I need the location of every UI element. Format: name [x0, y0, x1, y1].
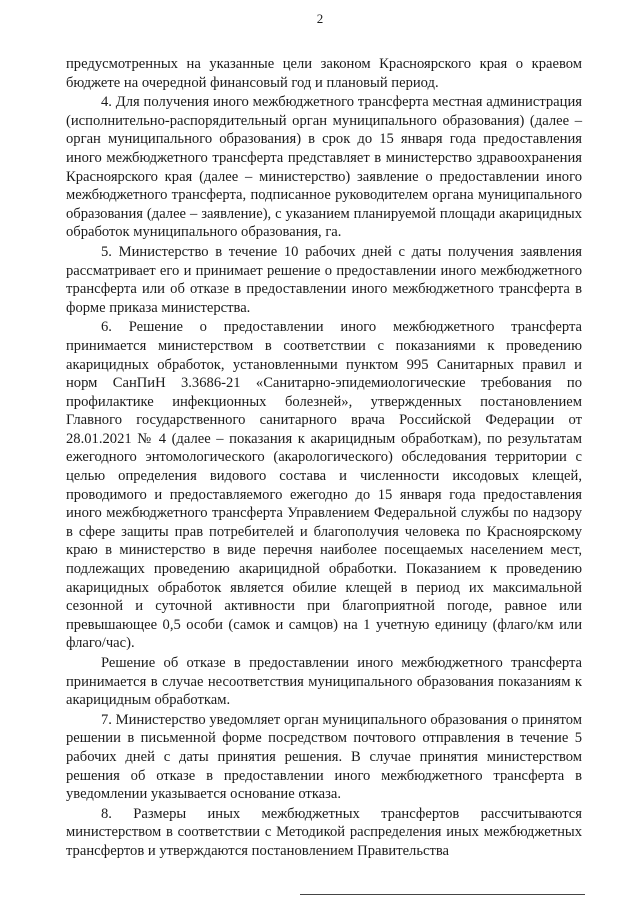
paragraph-6: 6. Решение о предоставлении иного межбюджетного трансферта принимается министерством в соответствии с показаниями к проведению акарицидных обработок, установленными пунктом 995 Санитарных правил и норм СанПиН 3.3686-21 «Санитарно-эпидемиологические требования по профилактике инфекционных болезней», утвержденных постановлением Главного государственного санитарного врача Российской Федерации от 28.01.2021 № 4 (далее – показания к акарицидным обработкам), по результатам ежегодного энтомологического (акарологического) обследования территории с целью определения видового состава и численности иксодовых клещей, проводимого и предоставляемого ежегодно до 15 января года предоставления иного межбюджетного трансферта Управлением Федеральной службы по надзору в сфере защиты прав потребителей и благополучия человека по Красноярскому краю в министерство в виде перечня наиболее посещаемых населением мест, подлежащих проведению акарицидной обработки. Показанием к проведению акарицидных обработок является обилие клещей в период их максимальной сезонной и суточной активности при благоприятной погоде, равное или превышающее 0,5 особи (самок и самцов) на 1 учетную единицу (флаго/км или флаго/час). — [66, 319, 582, 652]
paragraph-4: 4. Для получения иного межбюджетного трансферта местная администрация (исполнительно-распорядительный орган муниципального образования) (далее – орган муниципального образования) в срок до 15 января года предоставления иного межбюджетного трансферта представляет в министерство здравоохранения Красноярского края (далее – министерство) заявление о предоставлении иного межбюджетного трансферта, подписанное руководителем органа муниципального образования (далее – заявление), с указанием планируемой площади акарицидных обработок муниципального образования, га. — [66, 94, 582, 241]
paragraph-8: 8. Размеры иных межбюджетных трансфертов рассчитываются министерством в соответствии с Методикой распределения иных межбюджетных трансфертов и утверждаются постановлением Правительства — [66, 805, 582, 859]
paragraph-5: 5. Министерство в течение 10 рабочих дней с даты получения заявления рассматривает его и принимает решение о предоставлении иного межбюджетного трансферта или об отказе в предоставлении иного межбюджетного трансферта в форме приказа министерства. — [66, 243, 582, 316]
bottom-rule — [300, 894, 585, 895]
page-number: 2 — [316, 11, 324, 26]
document-body — [66, 55, 582, 861]
paragraph-continuation: предусмотренных на указанные цели законом Красноярского края о краевом бюджете на очередной финансовый год и плановый период. — [66, 56, 582, 91]
paragraph-6-refusal: Решение об отказе в предоставлении иного межбюджетного трансферта принимается в случае несоответствия муниципального образования показаниям к акарицидным обработкам. — [66, 655, 582, 709]
paragraph-7: 7. Министерство уведомляет орган муниципального образования о принятом решении в письменной форме посредством почтового отправления в течение 5 рабочих дней с даты принятия решения. В случае принятия министерством решения об отказе в предоставлении иного межбюджетного трансферта в уведомлении указывается основание отказа. — [66, 711, 582, 803]
